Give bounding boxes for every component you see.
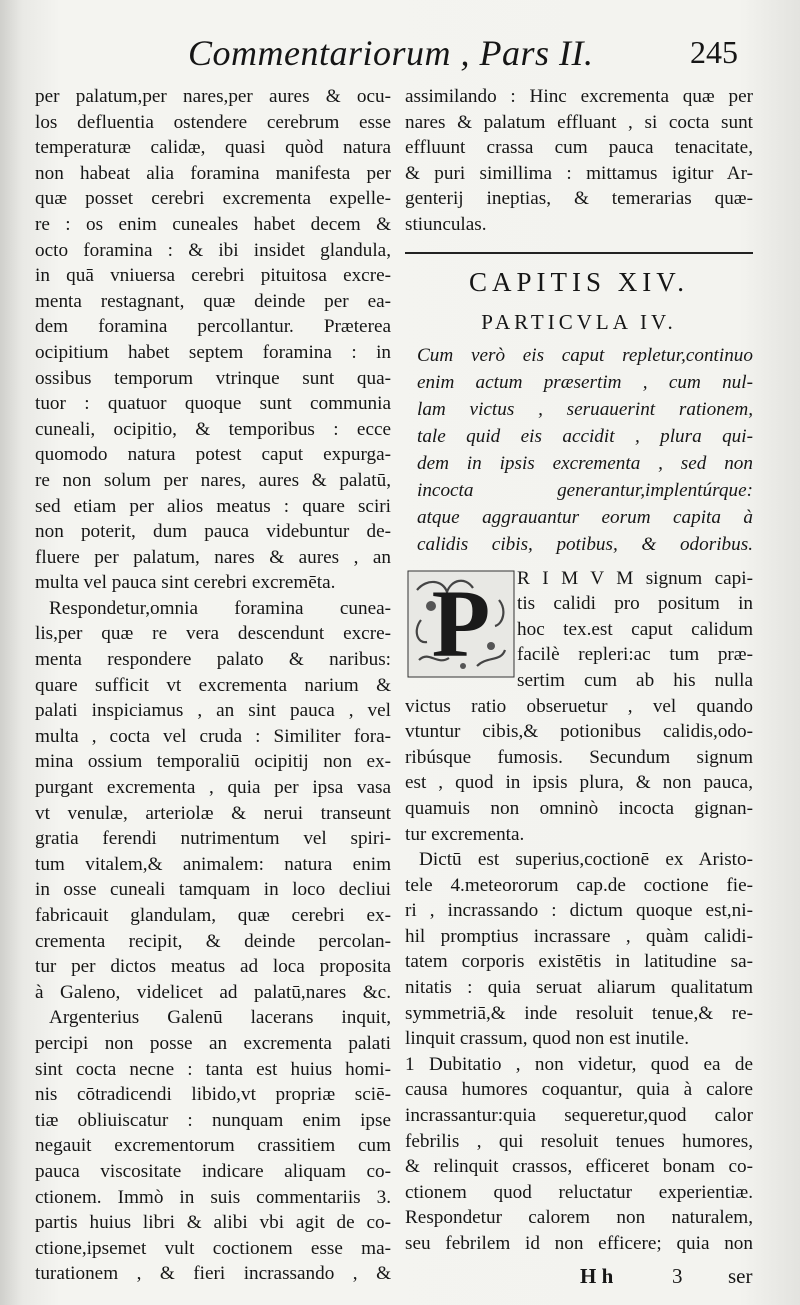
text-line: lis,per quæ re vera descendunt excre- [35,623,391,645]
lemma-line: lam victus , seruauerint rationem, [417,398,753,420]
text-line: tur per dictos meatus ad loca proposita [35,956,391,978]
text-line: sertim cum ab his nulla [517,669,753,691]
text-line: 1 Dubitatio , non videtur, quod ea de [405,1053,753,1075]
text-line: à Galeno, videlicet ad palatū,nares &c. [35,981,391,1003]
text-line: & puri simillima : mittamus igitur Ar- [405,162,753,184]
text-line: stiunculas. [405,213,487,235]
text-line: non poterit, dum pauca videbuntur de- [35,521,391,543]
text-line: ossibus temporum vtrinque sunt qua- [35,367,391,389]
text-line: R I M V M signum capi- [517,567,753,589]
decorated-initial-p [407,570,515,678]
text-line: tele 4.meteororum cap.de coctione fie- [405,874,753,896]
text-line: tuor : quatuor quoque sunt communia [35,393,391,415]
text-line: ctione,ipsemet vult coctionem esse ma- [35,1237,391,1259]
text-line: turationem , & fieri incrassando , & [35,1263,391,1285]
text-line: ocipitium habet septem foramina : in [35,341,391,363]
text-line: sed etiam per alios meatus : quare sciri [35,495,391,517]
section-rule [405,252,753,254]
text-line: quamuis non omninò incocta gignan- [405,797,753,819]
text-line: seu febrilem id non efficere; quia non [405,1233,753,1254]
running-head-title: Commentariorum , Pars II. [188,33,594,73]
text-line: cuneali, ocipitio, & temporibus : ecce [35,418,391,440]
text-line: facilè repleri:ac tum præ- [517,644,753,666]
text-line: ctionem. Immò in suis commentariis 3. [35,1186,391,1208]
page-footer [580,1264,760,1294]
text-line: incrassantur:quia sequeretur,quod calor [405,1105,753,1127]
signature-number: 3 [672,1264,683,1288]
text-line: causa humores coquantur, quia à calore [405,1079,753,1101]
chapter-subheading: PARTICVLA IV. [481,309,677,334]
text-line: los defluentia ostendere cerebrum esse [35,111,391,133]
text-line: Respondetur calorem non naturalem, [405,1207,753,1229]
text-line: tis calidi pro positum in [517,593,753,615]
catchword: ser [728,1264,753,1288]
text-line: ri , incrassando : dictum quoque est,ni- [405,900,753,922]
dropcap-paragraph [405,566,753,694]
text-line: ctionem quod reluctatur experientiæ. [405,1181,753,1203]
text-line: menta restagnant, quæ deinde per ea- [35,290,391,312]
text-line: quomodo natura potest caput expurga- [35,444,391,466]
text-line: tatem corporis existētis in latitudine sa- [405,951,753,973]
text-line: effluunt crassa cum pauca tenacitate, [405,137,753,159]
text-line: temperaturæ calidæ, quasi quòd natura [35,137,391,159]
text-line: multa vel pauca sint cerebri excremēta. [35,572,336,594]
text-line: symmetriā,& inde resoluit tenue,& re- [405,1002,753,1024]
text-line: fabricauit glandulam, quæ cerebri ex- [35,905,391,926]
signature-mark: H h [580,1264,614,1288]
text-line: pauca viscositate indicare aliquam co- [35,1160,391,1182]
text-line: negauit excrementorum crassitiem cum [35,1135,391,1157]
lemma-line: atque aggrauantur eorum capita à [417,506,753,528]
text-line: percipi non posse an excrementa palati [35,1032,391,1054]
lemma-text [405,342,753,558]
text-line: gratia ferendi nutrimentum vel spiri- [35,828,391,850]
text-line: fluere per palatum, nares & aures , an [35,546,391,568]
text-line: palati inspiciamus , an sint pauca , vel [35,700,391,722]
text-line: & relinquit crassos, efficeret bonam co- [405,1156,753,1178]
text-line: dem foramina percollantur. Præterea [35,316,391,338]
text-line: partis huius libri & alibi vbi agit de co- [35,1212,391,1234]
dropcap-letter: P [431,569,491,677]
lemma-line: tale quid eis accidit , plura qui- [417,425,753,447]
running-head [0,28,800,78]
text-line: linquit crassum, quod non est inutile. [405,1028,690,1050]
text-line: in quā vniuersa cerebri pituitosa excre- [35,265,391,287]
text-line: non habeat alia foramina manifesta per [35,162,391,184]
text-line: assimilando : Hinc excrementa quæ per [405,86,753,107]
text-line: victus ratio obseruetur , vel quando [405,695,753,717]
text-line: octo foramina : & ibi insidet glandula, [35,239,391,261]
text-line: nis cōtradicendi libido,vt propriæ sciē- [35,1084,391,1106]
text-line: multa , cocta vel cruda : Similiter fora- [35,725,391,747]
text-line: tum vitalem,& animalem: natura enim [35,853,391,875]
lemma-line: calidis cibis, potibus, & odoribus. [417,533,753,555]
chapter-heading: CAPITIS XIV. [468,266,690,297]
text-line: per palatum,per nares,per aures & ocu- [35,86,391,107]
text-line: quæ posset cerebri excrementa expelle- [35,188,391,210]
text-line: tiæ obliuiscatur : nunquam enim ipse [35,1109,391,1131]
text-line: vtuntur cibis,& potionibus calidis,odo- [405,721,753,743]
text-line: genterij ineptias, & temerarias quæ- [405,188,753,210]
text-line: purgant excrementa , quia per ipsa vasa [35,777,391,799]
text-line: ribúsque fumosis. Secundum signum [405,746,753,768]
text-line: menta respondere palato & naribus: [35,649,391,671]
text-line: Dictū est superius,coctionē ex Aristo- [419,849,753,871]
right-column [405,84,753,1257]
text-line: quare sufficit vt excrementa narium & [35,674,391,696]
lemma-line: incocta generantur,implentúrque: [417,479,753,501]
right-column-continuation [405,84,753,238]
text-line: febrilis , qui resoluit tenues humores, [405,1130,753,1152]
text-line: nitatis : quia seruat aliarum qualitatum [405,977,753,999]
lemma-line: enim actum præsertim , cum nul- [417,371,753,393]
lemma-line: dem in ipsis excrementa , sed non [417,452,753,474]
right-column-body [405,694,753,1257]
text-line: hoc tex.est caput calidum [517,618,753,640]
text-line: sint cocta necne : tanta est huius homi- [35,1058,391,1080]
text-line: est , quod in ipsis plura, & non pauca, [405,772,753,794]
lemma-line: Cum verò eis caput repletur,continuo [417,344,753,366]
text-line: vt venulæ, arteriolæ & nerui transeunt [35,802,391,824]
text-line: re : os enim cuneales habet decem & [35,213,391,235]
text-line: Argenterius Galenū lacerans inquit, [49,1007,391,1029]
text-line: re non solum per nares, aures & palatū, [35,469,391,491]
page-number: 245 [690,34,738,70]
left-column [35,84,391,1287]
text-line: Respondetur,omnia foramina cunea- [49,597,391,619]
text-line: tur excrementa. [405,823,525,845]
text-line: crementa recipit, & deinde percolan- [35,930,391,952]
text-line: nares & palatum effluant , si cocta sunt [405,111,753,133]
text-line: hil promptius incrassare , quàm calidi- [405,925,753,947]
text-line: mina ossium temporaliū ocipitij non ex- [35,751,391,773]
text-line: in osse cuneali tamquam in loco decliui [35,879,391,901]
